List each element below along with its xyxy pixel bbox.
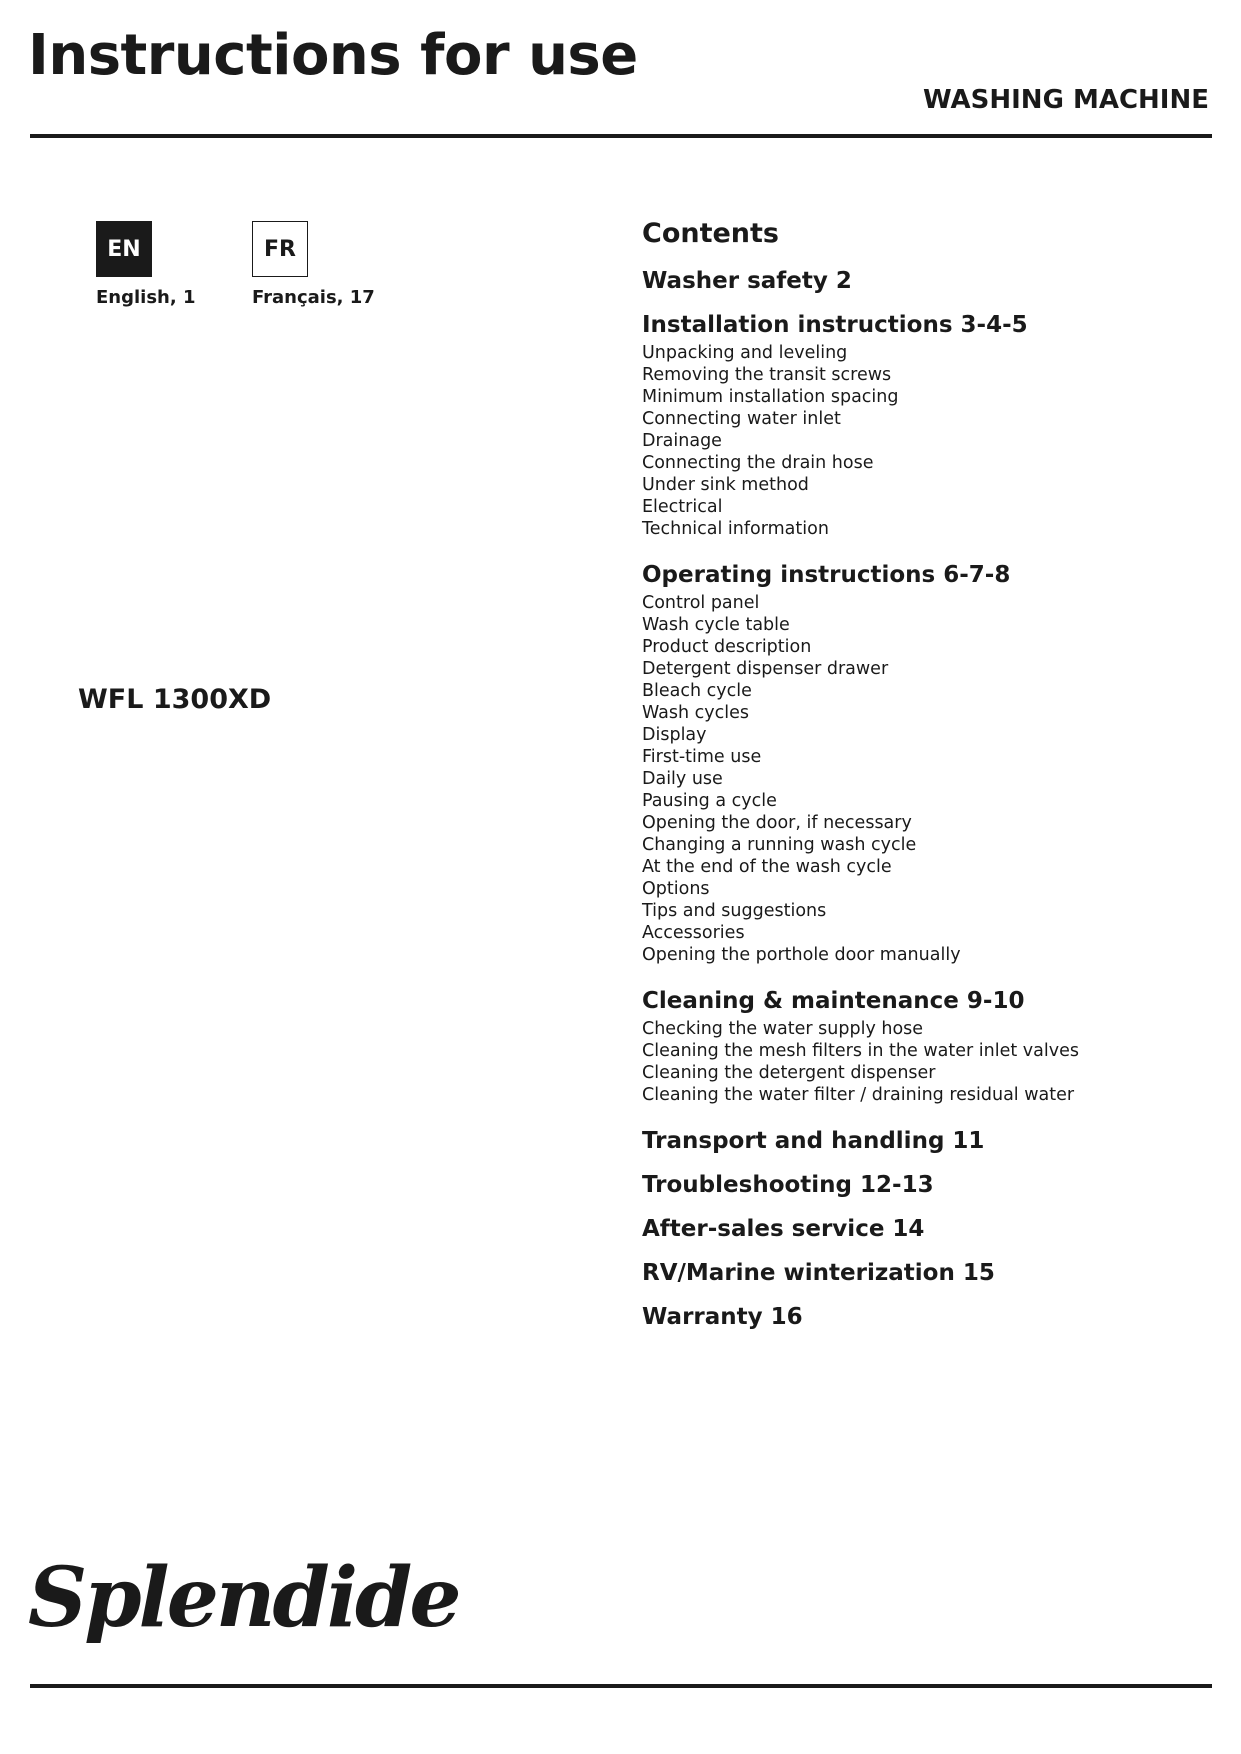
section-item[interactable]: Technical information (642, 519, 829, 539)
section-item-list (642, 342, 1212, 540)
section-item[interactable]: Opening the door, if necessary (642, 813, 912, 833)
section-item[interactable]: Removing the transit screws (642, 365, 892, 385)
contents-section (642, 1300, 1212, 1334)
section-item[interactable]: Tips and suggestions (642, 901, 827, 921)
section-item[interactable]: Checking the water supply hose (642, 1019, 924, 1039)
contents-section (642, 264, 1212, 298)
section-item[interactable]: Daily use (642, 769, 723, 789)
section-heading[interactable]: Troubleshooting 12-13 (642, 1172, 934, 1198)
brand-wordmark (28, 1548, 459, 1658)
contents-section (642, 1124, 1212, 1158)
language-code-en: EN (96, 221, 152, 277)
section-item[interactable]: Detergent dispenser drawer (642, 659, 889, 679)
contents-section (642, 1256, 1212, 1290)
section-item-list (642, 592, 1212, 966)
language-label-fr: Français, 17 (252, 287, 375, 308)
section-item[interactable]: Accessories (642, 923, 745, 943)
section-item[interactable]: Wash cycle table (642, 615, 790, 635)
section-item[interactable]: Options (642, 879, 710, 899)
section-item-list (642, 1018, 1212, 1106)
document-title: Instructions for use (28, 23, 638, 88)
section-heading[interactable]: Cleaning & maintenance 9-10 (642, 988, 1025, 1014)
section-item[interactable]: Display (642, 725, 707, 745)
contents-section (642, 558, 1212, 966)
section-item[interactable]: Control panel (642, 593, 760, 613)
splendide-logo (28, 1548, 459, 1662)
section-item[interactable]: Opening the porthole door manually (642, 945, 961, 965)
section-item[interactable]: Minimum installation spacing (642, 387, 899, 407)
logo-wordmark-text: Splendide (28, 1550, 459, 1646)
contents-title: Contents (642, 218, 780, 249)
section-heading[interactable]: Operating instructions 6-7-8 (642, 562, 1011, 588)
table-of-contents (642, 214, 1212, 1334)
contents-section (642, 1168, 1212, 1202)
section-item[interactable]: First-time use (642, 747, 762, 767)
contents-sections (642, 264, 1212, 1334)
language-english[interactable] (96, 221, 196, 308)
header-divider (30, 134, 1212, 138)
language-label-en: English, 1 (96, 287, 196, 308)
section-item[interactable]: Wash cycles (642, 703, 750, 723)
section-heading[interactable]: After-sales service 14 (642, 1216, 925, 1242)
section-item[interactable]: Changing a running wash cycle (642, 835, 917, 855)
section-item[interactable]: Connecting the drain hose (642, 453, 874, 473)
section-item[interactable]: Electrical (642, 497, 723, 517)
section-item[interactable]: Product description (642, 637, 812, 657)
contents-section (642, 1212, 1212, 1246)
model-number: WFL 1300XD (78, 684, 272, 715)
section-heading[interactable]: Washer safety 2 (642, 268, 852, 294)
section-heading[interactable]: Warranty 16 (642, 1304, 803, 1330)
product-type: WASHING MACHINE (923, 85, 1209, 115)
section-item[interactable]: Cleaning the water filter / draining residual water (642, 1085, 1075, 1105)
language-french[interactable] (252, 221, 375, 308)
section-heading[interactable]: Transport and handling 11 (642, 1128, 985, 1154)
section-item[interactable]: Under sink method (642, 475, 809, 495)
section-heading[interactable]: RV/Marine winterization 15 (642, 1260, 995, 1286)
section-heading[interactable]: Installation instructions 3-4-5 (642, 312, 1028, 338)
section-item[interactable]: Bleach cycle (642, 681, 752, 701)
section-item[interactable]: Drainage (642, 431, 722, 451)
section-item[interactable]: Pausing a cycle (642, 791, 777, 811)
section-item[interactable]: Cleaning the detergent dispenser (642, 1063, 936, 1083)
section-item[interactable]: At the end of the wash cycle (642, 857, 892, 877)
contents-section (642, 984, 1212, 1106)
section-item[interactable]: Unpacking and leveling (642, 343, 848, 363)
section-item[interactable]: Connecting water inlet (642, 409, 841, 429)
section-item[interactable]: Cleaning the mesh filters in the water inlet valves (642, 1041, 1079, 1061)
contents-section (642, 308, 1212, 540)
footer-divider (30, 1684, 1212, 1688)
language-code-fr: FR (252, 221, 308, 277)
